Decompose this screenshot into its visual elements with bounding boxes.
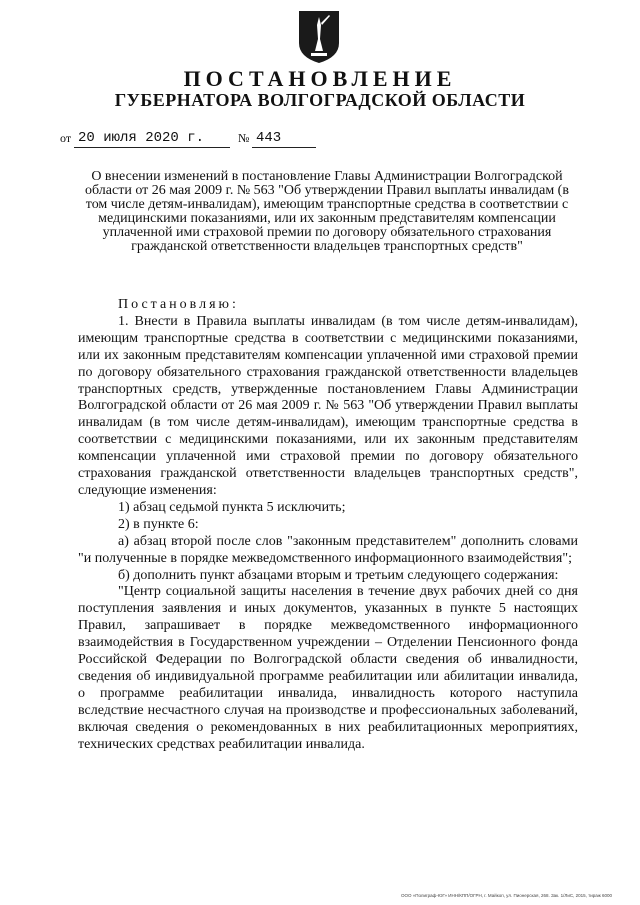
date-underline xyxy=(74,147,230,148)
resolve-heading: Постановляю: xyxy=(118,297,239,312)
date-number-row xyxy=(60,124,360,146)
document-subject: О внесении изменений в постановление Главы Администрации Волгоградской области от 26 мая 2009 г. № 563 "Об утверждении Правил выплаты инвалидам (в том числе детям-инвалидам), имеющим транспортные средства в соответствии с медицинскими показаниями, или их законным представителям компенсации уплаченной ими страховой премии по договору обязательного страхования гражданской ответственности владельцев транспортных средств" xyxy=(85,169,569,254)
number-label: № xyxy=(238,131,250,145)
paragraph-5: б) дополнить пункт абзацами вторым и третьим следующего содержания: xyxy=(118,567,559,583)
paragraph-1: 1. Внести в Правила выплаты инвалидам (в том числе детям-инвалидам), имеющим транспортные средства в соответствии с медицинскими показаниями, или их законным представителям компенсации уплаченной ими страховой премии по договору обязательного страхования гражданской ответственности владельцев транспортных средств, утвержденные постановлением Главы Администрации Волгоградской области от 26 мая 2009 г. № 563 "Об утверждении Правил выплаты инвалидам (в том числе детям-инвалидам), имеющим транспортные средства в соответствии с медицинскими показаниями, или их законным представителям компенсации уплаченной ими страховой премии по договору обязательного страхования гражданской ответственности владельцев транспортных средств", следующие изменения: xyxy=(78,313,578,498)
date-label: от xyxy=(60,131,72,145)
date-value: 20 июля 2020 г. xyxy=(78,130,205,146)
coat-of-arms-emblem-icon xyxy=(297,9,341,64)
paragraph-2: 1) абзац седьмой пункта 5 исключить; xyxy=(118,499,346,515)
printer-footer: ООО «Полиграф-ЮГ» ИНН/КПП/ОГРН, г. Майкоп, ул. Пионерская, 268. Зак. 1/ЛиС, 2015, тираж 6000 xyxy=(400,893,612,898)
paragraph-3: 2) в пункте 6: xyxy=(118,516,199,532)
paragraph-6: "Центр социальной защиты населения в течение двух рабочих дней со дня поступления заявления и иных документов, указанных в пункте 5 настоящих Правил, запрашивает в порядке межведомственного информационного взаимодействия в Государственном учреждении – Отделении Пенсионного фонда Российской Федерации по Волгоградской области сведения об инвалидности, сведения об индивидуальной программе реабилитации или абилитации инвалида, о программе реабилитации инвалида, инвалидность которого наступила вследствие несчастного случая на производстве и профессиональных заболеваний, включая сведения о рекомендованных в них реабилитационных мероприятиях, технических средствах реабилитации инвалида. xyxy=(78,584,578,752)
document-issuer: ГУБЕРНАТОРА ВОЛГОГРАДСКОЙ ОБЛАСТИ xyxy=(114,90,526,110)
number-underline xyxy=(252,147,316,148)
document-title: ПОСТАНОВЛЕНИЕ xyxy=(183,66,457,91)
paragraph-4: а) абзац второй после слов "законным представителем" дополнить словами "и полученные в порядке межведомственного информационного взаимодействия"; xyxy=(78,533,578,566)
document-body xyxy=(78,297,578,753)
number-value: 443 xyxy=(256,130,282,146)
